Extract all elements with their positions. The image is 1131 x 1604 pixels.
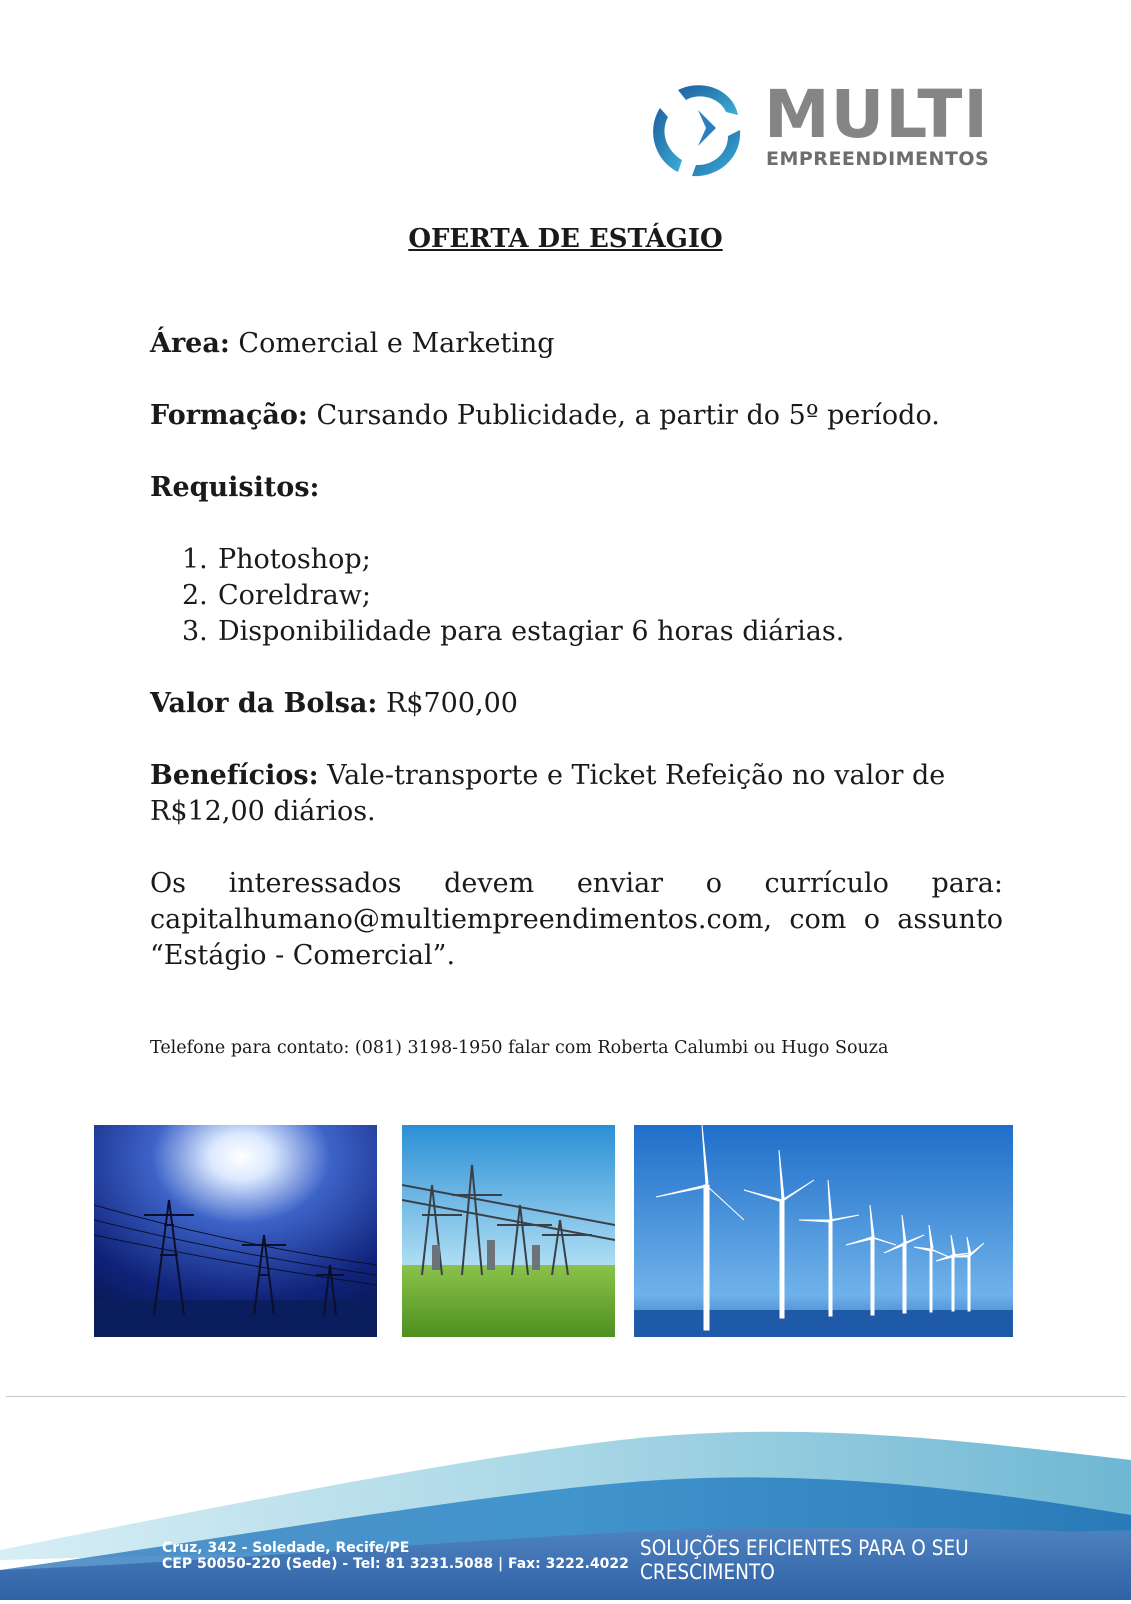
company-logo	[648, 76, 990, 180]
beneficios-value: Vale-transporte e Ticket Refeição no valor de R$12,00 diários.	[150, 760, 946, 827]
logo-subtitle: EMPREENDIMENTOS	[766, 148, 990, 170]
list-item-number: 2.	[182, 580, 208, 611]
beneficios-field	[150, 758, 1003, 830]
area-value: Comercial e Marketing	[229, 328, 555, 359]
company-slogan: SOLUÇÕES EFICIENTES PARA O SEU CRESCIMENTO	[640, 1536, 969, 1584]
area-field	[150, 326, 1003, 362]
list-item-number: 1.	[182, 544, 208, 575]
bolsa-field	[150, 686, 1003, 722]
company-address	[162, 1540, 629, 1572]
list-item-text: Disponibilidade para estagiar 6 horas diárias.	[218, 616, 845, 647]
application-instructions: Os interessados devem enviar o currículo para: capitalhumano@multiempreendimentos.com, com o assunto “Estágio - Comercial”.	[150, 868, 1003, 971]
list-item	[150, 542, 1003, 578]
power-lines-photo	[94, 1125, 377, 1337]
bolsa-label: Valor da Bolsa:	[150, 688, 378, 719]
substation-photo	[402, 1125, 615, 1337]
page-title: OFERTA DE ESTÁGIO	[408, 224, 723, 254]
formacao-value: Cursando Publicidade, a partir do 5º período.	[307, 400, 940, 431]
list-item-number: 3.	[182, 616, 208, 647]
address-line-1: Cruz, 342 - Soledade, Recife/PE	[162, 1540, 410, 1556]
formacao-field	[150, 398, 1003, 434]
logo-wordmark: MULTI	[764, 76, 989, 153]
list-item-text: Coreldraw;	[218, 580, 371, 611]
list-item	[150, 578, 1003, 614]
bolsa-value: R$700,00	[377, 688, 518, 719]
area-label: Área:	[150, 328, 230, 359]
contact-phone: Telefone para contato: (081) 3198-1950 falar com Roberta Calumbi ou Hugo Souza	[150, 1038, 889, 1058]
requisitos-label: Requisitos:	[150, 472, 320, 503]
address-line-2: CEP 50050-220 (Sede) - Tel: 81 3231.5088 | Fax: 3222.4022	[162, 1556, 629, 1572]
requisitos-heading	[150, 470, 1003, 506]
list-item-text: Photoshop;	[218, 544, 371, 575]
list-item	[150, 614, 1003, 650]
requisitos-list	[150, 542, 1003, 650]
offer-details	[150, 326, 1003, 1010]
beneficios-label: Benefícios:	[150, 760, 319, 791]
formacao-label: Formação:	[150, 400, 308, 431]
wind-turbines-photo	[634, 1125, 1013, 1337]
footer-divider	[6, 1396, 1126, 1397]
logo-swirl-icon	[648, 80, 748, 180]
